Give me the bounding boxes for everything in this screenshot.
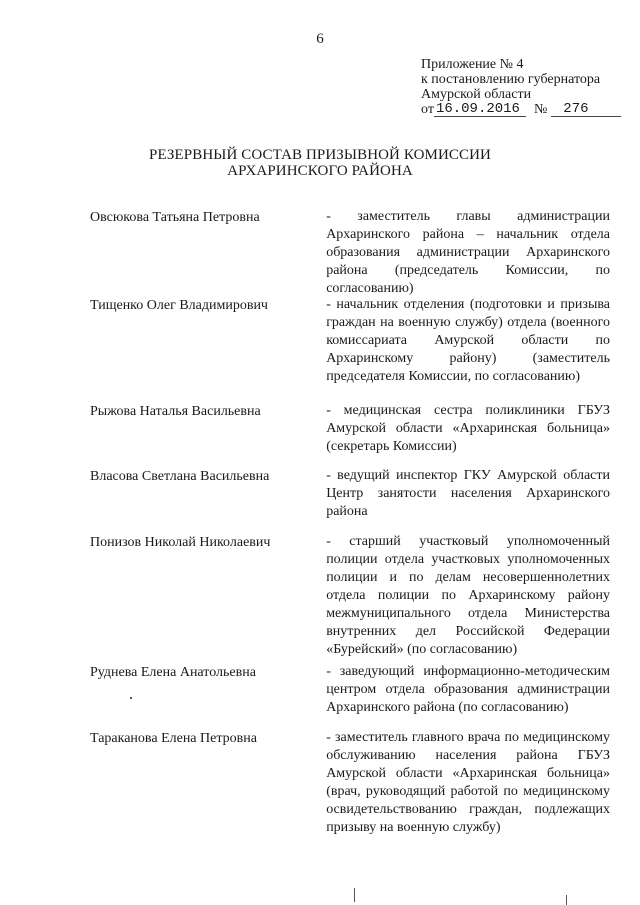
scan-speck [354, 888, 355, 902]
appendix-region: Амурской области [421, 87, 532, 102]
member-role: - ведущий инспектор ГКУ Амурской области Центр занятости населения Архаринского района [326, 468, 610, 519]
appendix-reference: к постановлению губернатора [421, 72, 601, 87]
page-number: 6 [316, 31, 324, 47]
from-prefix: от [421, 102, 434, 117]
title-line-1: РЕЗЕРВНЫЙ СОСТАВ ПРИЗЫВНОЙ КОМИССИИ [149, 147, 491, 163]
member-role: - заместитель главы администрации Архаринского района – начальник отдела образования администрации Архаринского района (председатель Комиссии, по согласованию) [326, 209, 610, 296]
document-title [0, 147, 640, 179]
title-line-2: АРХАРИНСКОГО РАЙОНА [227, 163, 413, 179]
member-entry [90, 663, 610, 729]
member-name: Руднева Елена Анатольевна [90, 665, 256, 680]
member-entry [90, 402, 610, 467]
decree-date-number [421, 102, 621, 117]
scan-speck [130, 697, 132, 699]
member-role: - медицинская сестра поликлиники ГБУЗ Амурской области «Архаринская больница» (секретарь Комиссии) [326, 403, 610, 454]
member-role: - заместитель главного врача по медицинскому обслуживанию населения района ГБУЗ Амурской области «Архаринская больница» (врач, руководящий работой по медицинскому освидетельствованию граждан, подлежащих призыву на военную службу) [326, 730, 610, 835]
decree-date: 16.09.2016 [434, 102, 526, 117]
member-name: Овсюкова Татьяна Петровна [90, 210, 260, 225]
decree-number: 276 [551, 102, 621, 117]
number-sign: № [533, 102, 548, 117]
member-entry [90, 208, 610, 296]
member-name: Тищенко Олег Владимирович [90, 298, 268, 313]
members-list [90, 208, 610, 837]
member-role: - старший участковый уполномоченный полиции отдела участковых уполномоченных полиции и по делам несовершеннолетних отдела полиции по Архаринскому району межмуниципального отдела Министерства внутренних дел Российской Федерации «Бурейский» (по согласованию) [326, 534, 610, 657]
member-name: Тараканова Елена Петровна [90, 731, 257, 746]
member-role: - заведующий информационно-методическим центром отдела образования администрации Архаринского района (по согласованию) [326, 664, 610, 715]
member-entry [90, 467, 610, 533]
appendix-number: Приложение № 4 [421, 57, 524, 72]
member-entry [90, 729, 610, 837]
scan-speck [566, 895, 567, 905]
member-entry [90, 533, 610, 663]
member-name: Власова Светлана Васильевна [90, 469, 270, 484]
approval-block [421, 57, 621, 117]
member-name: Рыжова Наталья Васильевна [90, 404, 261, 419]
member-entry [90, 296, 610, 402]
member-name: Понизов Николай Николаевич [90, 535, 271, 550]
member-role: - начальник отделения (подготовки и призыва граждан на военную службу) отдела (военного комиссариата Амурской области по Архаринскому району) (заместитель председателя Комиссии, по согласованию) [326, 297, 610, 384]
